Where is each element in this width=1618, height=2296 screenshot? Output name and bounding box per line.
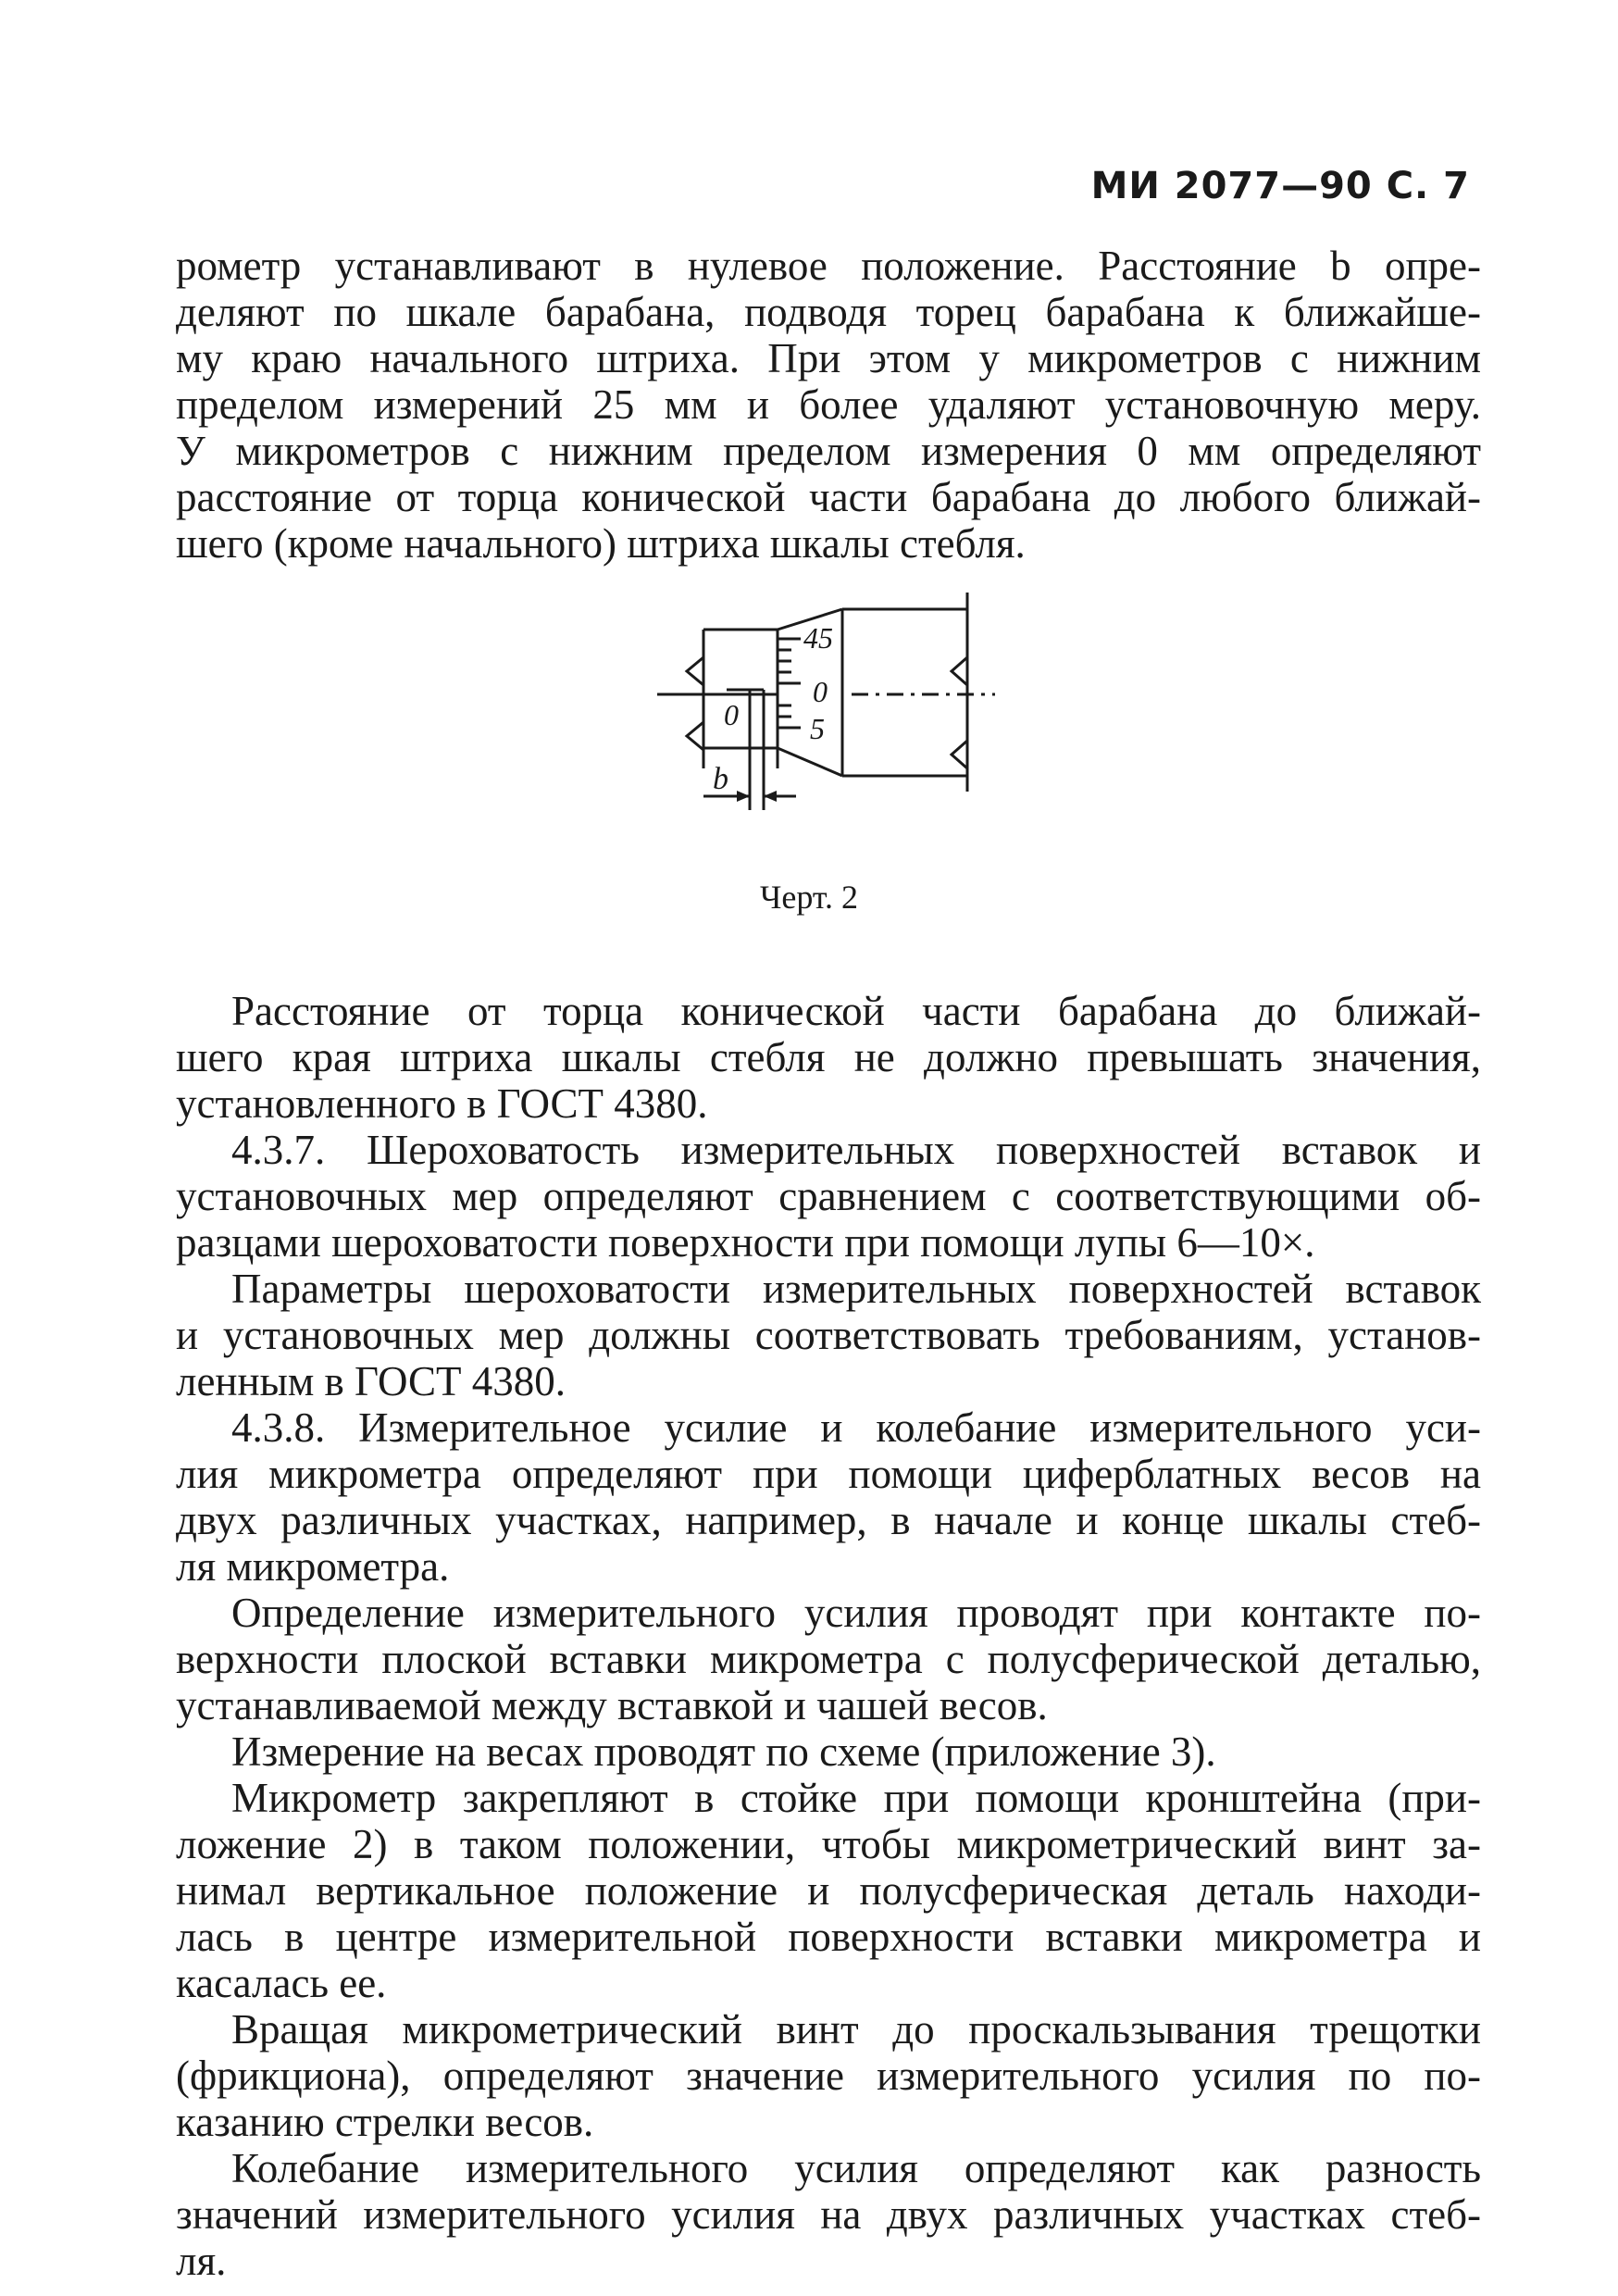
drum-scale-label-5: 5 [810,712,825,745]
paragraph-4-3-7 [176,1127,1481,1266]
page-header: МИ 2077—90 С. 7 [1090,165,1470,207]
text-line: казанию стрелки весов. [176,2099,594,2145]
text-line: верхности плоской вставки микрометра с полусферической деталью, [176,1636,1481,1682]
paragraph-rotation [176,2006,1481,2145]
text-line: (фрикциона), определяют значение измерительного усилия по по- [176,2053,1481,2099]
text-line: лась в центре измерительной поверхности вставки микрометра и [176,1914,1481,1960]
text-line: ложение 2) в таком положении, чтобы микрометрический винт за- [176,1821,1481,1867]
text-line: расстояние от торца конической части барабана до любого ближай- [176,474,1481,520]
text-line: ля. [176,2238,227,2284]
micrometer-drawing [639,593,1027,870]
text-line: ленным в ГОСТ 4380. [176,1358,566,1404]
text-line: рометр устанавливают в нулевое положение. Расстояние b опре- [176,243,1481,289]
text-line: Измерение на весах проводят по схеме (приложение 3). [231,1728,1216,1775]
paragraph-2 [176,988,1481,1127]
text-line: установочных мер определяют сравнением с соответствующими об- [176,1173,1481,1219]
paragraph-weighing-scheme [176,1728,1481,1775]
text-line: деляют по шкале барабана, подводя торец барабана к ближайше- [176,289,1481,335]
text-line: разцами шероховатости поверхности при помощи лупы 6—10×. [176,1219,1315,1266]
text-line: шего края штриха шкалы стебля не должно превышать значения, [176,1034,1481,1080]
text-line: шего (кроме начального) штриха шкалы стебля. [176,520,1026,567]
paragraph-1 [176,243,1481,567]
text-line: касалась ее. [176,1960,387,2006]
text-line: Микрометр закрепляют в стойке при помощи кронштейна (при- [231,1775,1481,1821]
text-line: лия микрометра определяют при помощи циферблатных весов на [176,1451,1481,1497]
text-line: двух различных участках, например, в начале и конце шкалы стеб- [176,1497,1481,1543]
text-line: Расстояние от торца конической части барабана до ближай- [231,988,1481,1034]
paragraph-force-determination [176,1590,1481,1728]
stem-scale-label-0: 0 [724,698,739,731]
figure-caption: Черт. 2 [760,879,858,916]
paragraph-roughness-params [176,1266,1481,1404]
text-line: Определение измерительного усилия проводят при контакте по- [231,1590,1481,1636]
drum-scale-label-45: 45 [803,621,833,655]
text-line: Колебание измерительного усилия определяют как разность [231,2145,1481,2191]
paragraph-mounting [176,1775,1481,2006]
text-line: Параметры шероховатости измерительных поверхностей вставок [231,1266,1481,1312]
text-line: нимал вертикальное положение и полусферическая деталь находи- [176,1867,1481,1914]
text-line: 4.3.7. Шероховатость измерительных поверхностей вставок и [231,1127,1481,1173]
paragraph-4-3-8 [176,1404,1481,1590]
paragraph-force-variation [176,2145,1481,2284]
text-line: и установочных мер должны соответствовать требованиям, установ- [176,1312,1481,1358]
distance-b-label: b [713,762,728,796]
text-line: пределом измерений 25 мм и более удаляют установочную меру. [176,381,1481,428]
text-line: му краю начального штриха. При этом у микрометров с нижним [176,335,1481,381]
micrometer-diagram-svg [639,593,1027,870]
text-line: значений измерительного усилия на двух различных участках стеб- [176,2191,1481,2238]
text-line: ля микрометра. [176,1543,450,1590]
text-line: У микрометров с нижним пределом измерения 0 мм определяют [176,428,1481,474]
text-line: устанавливаемой между вставкой и чашей весов. [176,1682,1048,1728]
text-line: Вращая микрометрический винт до проскальзывания трещотки [231,2006,1481,2053]
drum-scale-label-0: 0 [813,675,828,708]
text-line: установленного в ГОСТ 4380. [176,1080,708,1127]
text-line: 4.3.8. Измерительное усилие и колебание измерительного уси- [231,1404,1481,1451]
